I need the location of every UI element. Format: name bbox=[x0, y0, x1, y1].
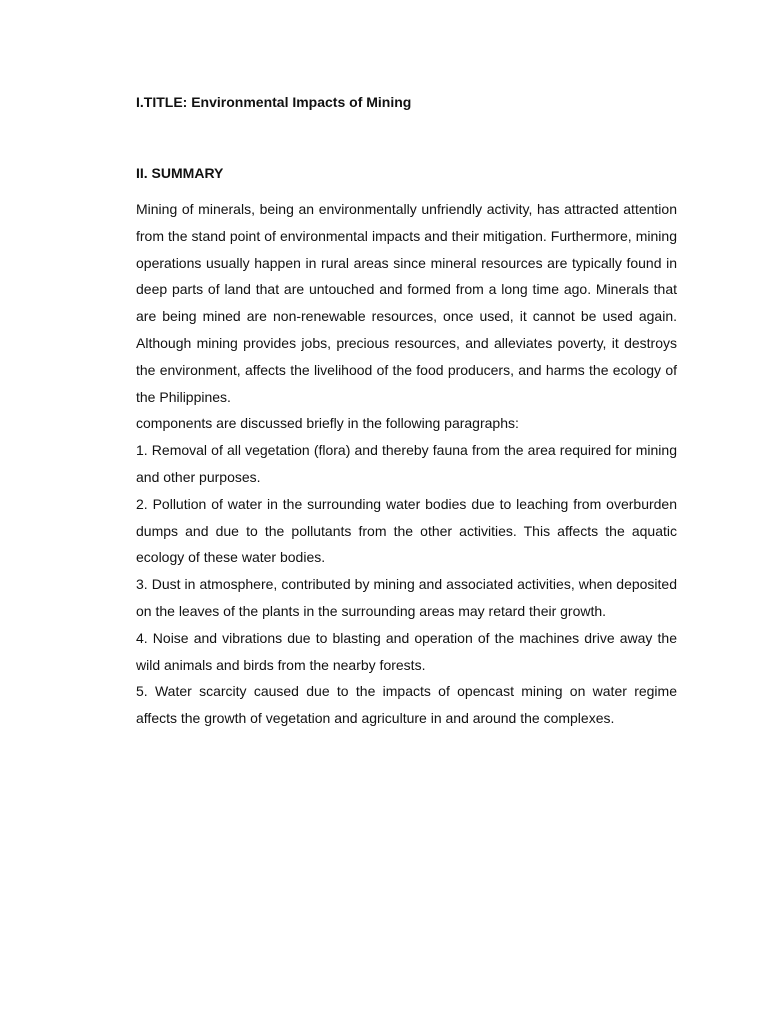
impact-item-3: 3. Dust in atmosphere, contributed by mining and associated activities, when deposited on the leaves of the plants in the surrounding areas may retard their growth. bbox=[136, 576, 677, 619]
components-line: components are discussed briefly in the following paragraphs: bbox=[136, 415, 519, 432]
intro-paragraph: Mining of minerals, being an environmentally unfriendly activity, has attracted attention from the stand point of environmental impacts and their mitigation. Furthermore, mining operations usually happen in rural areas since mineral resources are typically found in deep parts of land that are untouched and formed from a long time ago. Minerals that are being mined are non-renewable resources, once used, it cannot be used again. Although mining provides jobs, precious resources, and alleviates poverty, it destroys the environment, affects the livelihood of the food producers, and harms the ecology of the Philippines. bbox=[136, 201, 677, 405]
impact-item-5: 5. Water scarcity caused due to the impacts of opencast mining on water regime affects the growth of vegetation and agriculture in and around the complexes. bbox=[136, 683, 677, 727]
document-title: I.TITLE: Environmental Impacts of Mining bbox=[136, 94, 412, 110]
impact-item-2: 2. Pollution of water in the surrounding water bodies due to leaching from overburden dumps and due to the pollutants from the other activities. This affects the aquatic ecology of these water bodies. bbox=[136, 495, 677, 566]
summary-body bbox=[136, 196, 677, 732]
summary-heading: II. SUMMARY bbox=[136, 165, 224, 181]
impact-item-1: 1. Removal of all vegetation (flora) and thereby fauna from the area required for mining and other purposes. bbox=[136, 442, 677, 485]
impact-item-4: 4. Noise and vibrations due to blasting and operation of the machines drive away the wild animals and birds from the nearby forests. bbox=[136, 629, 677, 673]
